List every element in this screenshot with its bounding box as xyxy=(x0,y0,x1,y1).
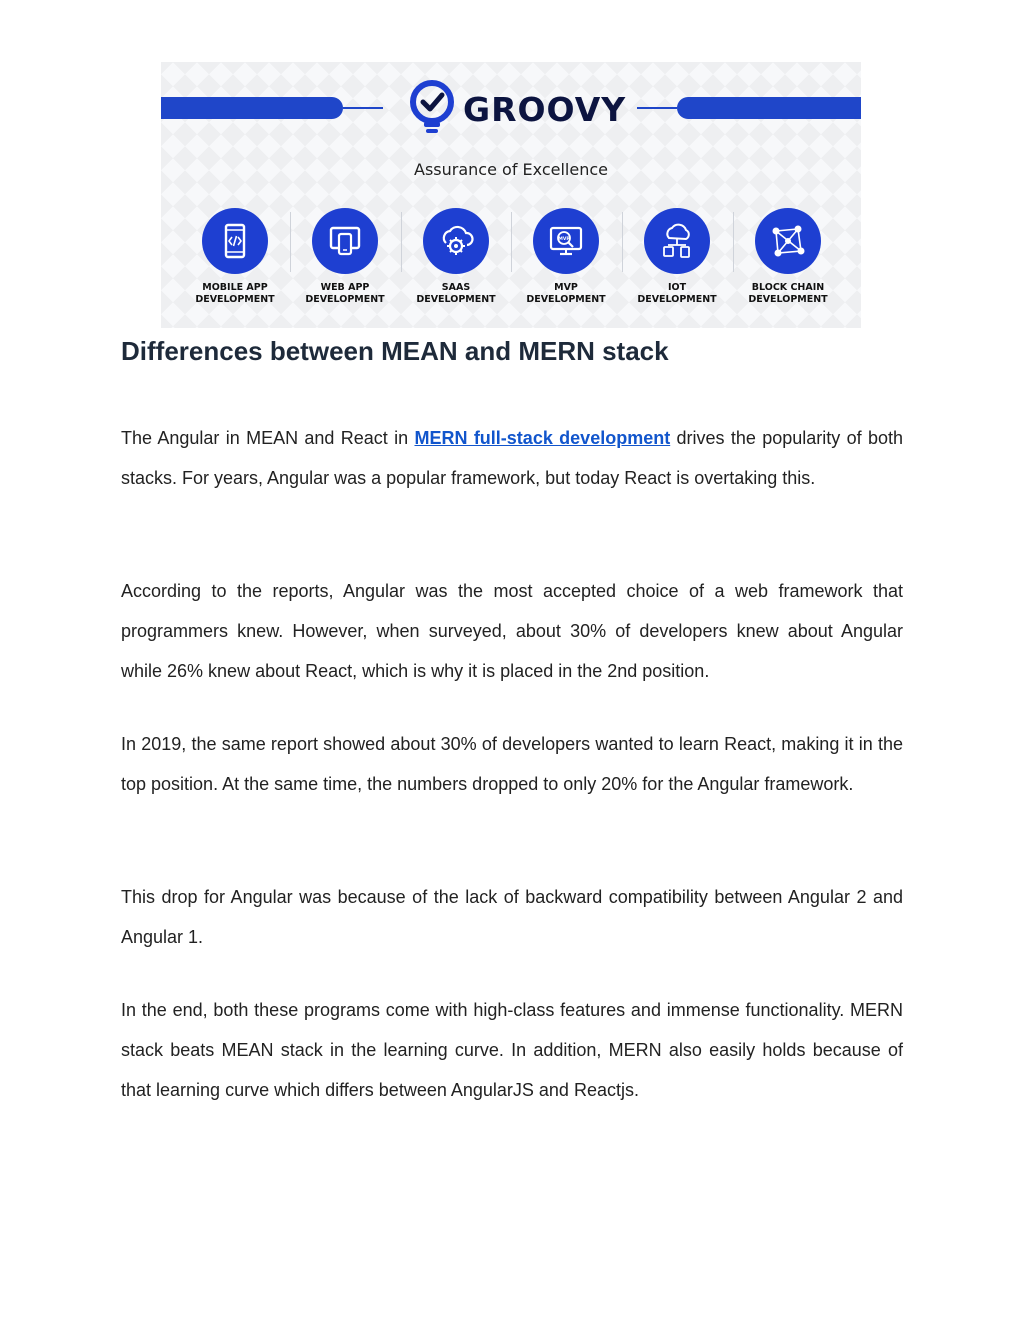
paragraph-1 xyxy=(121,418,903,498)
banner-bar-right xyxy=(677,97,861,119)
service-saas xyxy=(401,208,511,306)
service-web-app xyxy=(290,208,400,306)
paragraph-4: This drop for Angular was because of the lack of backward compatibility between Angular 2 and Angular 1. xyxy=(121,887,903,947)
groovy-logo xyxy=(409,80,626,138)
blockchain-network-icon xyxy=(768,221,808,261)
brand-name: GROOVY xyxy=(463,89,627,129)
service-mobile-app xyxy=(180,208,290,306)
service-iot xyxy=(622,208,732,306)
svg-text:MVP: MVP xyxy=(558,237,570,242)
iot-cloud-devices-icon xyxy=(657,221,697,261)
paragraph-1-text-start: The Angular in MEAN and React in xyxy=(121,428,415,448)
web-app-icon xyxy=(325,221,365,261)
service-label: BLOCK CHAIN DEVELOPMENT xyxy=(748,282,828,305)
groovy-banner xyxy=(161,62,861,328)
paragraph-1-text-end: drives the popularity of both stacks. For years, Angular was a popular framework, but today React is overtaking this. xyxy=(121,428,903,488)
tagline: Assurance of Excellence xyxy=(414,160,608,179)
article-title: Differences between MEAN and MERN stack xyxy=(121,336,669,366)
service-label: WEB APP DEVELOPMENT xyxy=(305,282,385,305)
service-label: SAAS DEVELOPMENT xyxy=(416,282,496,305)
banner-bar-left xyxy=(161,97,343,119)
mvp-monitor-icon xyxy=(546,221,586,261)
banner-line-right xyxy=(637,107,677,109)
mobile-code-icon xyxy=(215,221,255,261)
paragraph-2: According to the reports, Angular was the most accepted choice of a web framework that programmers knew. However, when surveyed, about 30% of developers knew about Angular while 26% knew about React, which is why it is placed in the 2nd position. xyxy=(121,581,903,681)
banner-line-left xyxy=(343,107,383,109)
service-label: MOBILE APP DEVELOPMENT xyxy=(195,282,275,305)
service-label: IOT DEVELOPMENT xyxy=(637,282,717,305)
paragraph-3: In 2019, the same report showed about 30% of developers wanted to learn React, making it in the top position. At the same time, the numbers dropped to only 20% for the Angular framework. xyxy=(121,734,903,794)
lightbulb-check-icon xyxy=(409,80,455,138)
cloud-gear-icon xyxy=(436,221,476,261)
paragraph-5: In the end, both these programs come with high-class features and immense functionality. MERN stack beats MEAN stack in the learning curve. In addition, MERN also easily holds because of that learning curve which differs between AngularJS and Reactjs. xyxy=(121,1000,903,1100)
service-blockchain xyxy=(733,208,843,306)
service-label: MVP DEVELOPMENT xyxy=(526,282,606,305)
services-row xyxy=(161,208,861,318)
service-mvp xyxy=(511,208,621,306)
mern-full-stack-link[interactable]: MERN full-stack development xyxy=(414,428,671,448)
